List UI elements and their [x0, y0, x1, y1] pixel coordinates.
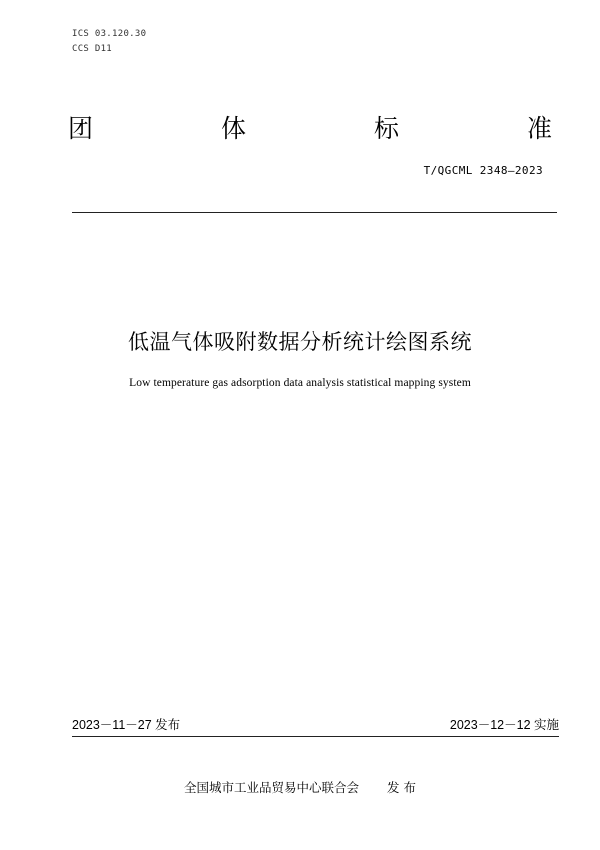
standard-type-char: 标: [373, 114, 399, 143]
document-title-chinese: 低温气体吸附数据分析统计绘图系统: [128, 330, 472, 354]
implementation-date: 2023－12－12 实施: [449, 718, 559, 732]
issue-date: 2023－11－27 发布: [72, 718, 181, 732]
bottom-divider: [72, 736, 559, 737]
standard-type-char: 准: [526, 114, 552, 143]
ics-code: ICS 03.120.30: [72, 29, 147, 39]
standard-type-char: 体: [220, 114, 246, 143]
publisher-line: [0, 778, 600, 796]
standard-type-char: 团: [68, 114, 94, 143]
document-title-english: Low temperature gas adsorption data analysis statistical mapping system: [129, 377, 471, 389]
publisher-action: 发 布: [387, 780, 416, 795]
top-divider: [72, 212, 557, 213]
standard-number: T/QGCML 2348—2023: [423, 164, 543, 177]
standard-type-heading: [68, 112, 552, 146]
ccs-code: CCS D11: [72, 44, 113, 54]
publisher-organization: 全国城市工业品贸易中心联合会: [184, 780, 360, 795]
